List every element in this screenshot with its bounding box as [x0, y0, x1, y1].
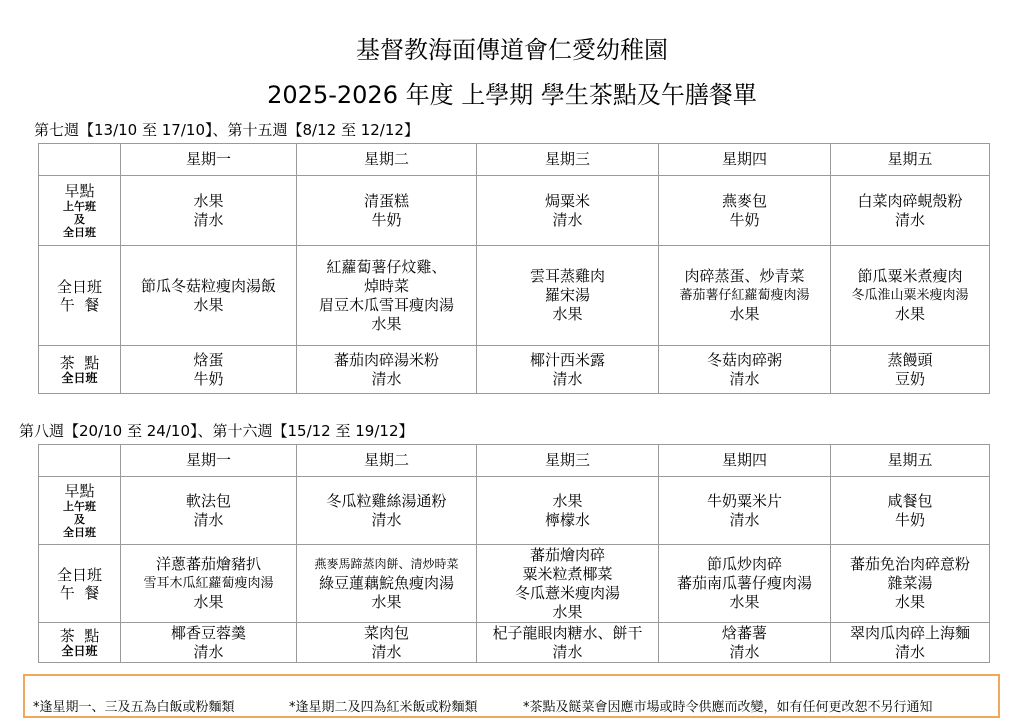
menu-item: 焯時菜 — [363, 276, 409, 295]
menu-item: 牛奶 — [371, 210, 402, 229]
menu-item: 冬瓜粒雞絲湯通粉 — [326, 491, 447, 510]
menu-item: 節瓜粟米煮瘦肉 — [857, 267, 963, 285]
snack-cell — [831, 623, 990, 663]
breakfast-cell — [121, 477, 297, 545]
menu-item: 清蛋糕 — [363, 191, 409, 210]
snack-cell — [831, 346, 990, 394]
menu-item: 椰香豆蓉羹 — [170, 623, 246, 642]
breakfast-cell — [831, 176, 990, 246]
menu-item: 紅蘿蔔薯仔炆雞、 — [326, 257, 447, 276]
menu-item: 節瓜冬菇粒瘦肉湯飯 — [140, 276, 276, 295]
menu-item: 菜肉包 — [363, 623, 409, 642]
note-red-rice: *逢星期二及四為紅米飯或粉麵類 — [289, 700, 478, 715]
menu-item: 蒸饅頭 — [887, 350, 933, 369]
menu-item: 節瓜炒肉碎 — [706, 555, 782, 573]
menu-item: 清水 — [371, 642, 402, 661]
day-header: 星期五 — [831, 445, 990, 477]
menu-item: 清水 — [193, 642, 224, 661]
day-header: 星期二 — [297, 144, 477, 176]
menu-item: 水果 — [552, 602, 583, 621]
menu-item: 焓蛋 — [193, 350, 224, 369]
snack-label-text: 茶 點 — [59, 354, 100, 372]
snack-cell — [297, 346, 477, 394]
menu-item: 雲耳蒸雞肉 — [529, 267, 605, 285]
day-header: 星期四 — [659, 144, 831, 176]
lunch-cell — [831, 246, 990, 346]
menu-item: 冬瓜薏米瘦肉湯 — [514, 583, 620, 602]
menu-item: 雪耳木瓜紅蘿蔔瘦肉湯 — [143, 576, 274, 591]
notes-box — [23, 674, 1000, 718]
snack-label-text: 茶 點 — [59, 627, 100, 645]
menu-item: 清水 — [193, 210, 224, 229]
menu-item: 羅宋湯 — [544, 286, 590, 304]
menu-item: 蕃茄薯仔紅蘿蔔瘦肉湯 — [679, 288, 810, 303]
menu-item: 清水 — [193, 510, 224, 529]
breakfast-cell — [121, 176, 297, 246]
week-b-heading: 第八週【20/10 至 24/10】、第十六週【15/12 至 19/12】 — [19, 422, 414, 440]
menu-item: 雜菜湯 — [887, 574, 933, 592]
lunch-label-line1: 全日班 — [56, 277, 102, 296]
snack-cell — [121, 346, 297, 394]
menu-item: 翠肉瓜肉碎上海麵 — [849, 623, 970, 642]
day-header: 星期二 — [297, 445, 477, 477]
menu-item: 燕麥馬蹄蒸肉餅、清炒時菜 — [314, 557, 459, 571]
breakfast-label-and: 及 — [74, 513, 85, 526]
menu-item: 水果 — [894, 593, 925, 611]
menu-item: 水果 — [552, 491, 583, 510]
breakfast-label-am: 上午班 — [63, 200, 96, 213]
menu-item: 蕃茄南瓜薯仔瘦肉湯 — [676, 574, 812, 592]
menu-item: 清水 — [894, 210, 925, 229]
menu-item: 清水 — [552, 642, 583, 661]
menu-item: 水果 — [193, 295, 224, 314]
menu-item: 燕麥包 — [721, 191, 767, 210]
lunch-label-line2: 午 餐 — [59, 583, 100, 602]
menu-item: 椰汁西米露 — [529, 350, 605, 369]
lunch-label — [39, 545, 121, 623]
snack-cell — [297, 623, 477, 663]
lunch-cell — [477, 545, 659, 623]
menu-item: 水果 — [729, 305, 760, 323]
menu-item: 清水 — [371, 369, 402, 388]
lunch-cell — [121, 545, 297, 623]
menu-item: 清水 — [729, 369, 760, 388]
menu-item: 豆奶 — [894, 369, 925, 388]
lunch-label-line1: 全日班 — [56, 565, 102, 584]
snack-cell — [659, 346, 831, 394]
menu-item: 檸檬水 — [544, 510, 590, 529]
menu-item: 焗粟米 — [544, 191, 590, 210]
snack-cell — [477, 623, 659, 663]
menu-item: 牛奶 — [729, 210, 760, 229]
menu-item: 軟法包 — [185, 491, 231, 510]
day-header: 星期五 — [831, 144, 990, 176]
snack-label — [39, 346, 121, 394]
menu-item: 清水 — [894, 642, 925, 661]
breakfast-label-and: 及 — [74, 213, 85, 226]
breakfast-label — [39, 176, 121, 246]
day-header: 星期三 — [477, 144, 659, 176]
corner-cell — [39, 144, 121, 176]
day-header: 星期三 — [477, 445, 659, 477]
breakfast-cell — [659, 176, 831, 246]
menu-item: 水果 — [193, 191, 224, 210]
day-header: 星期四 — [659, 445, 831, 477]
menu-item: 牛奶粟米片 — [706, 491, 782, 510]
menu-item: 水果 — [371, 314, 402, 333]
menu-item: 蕃茄燴肉碎 — [529, 545, 605, 564]
menu-item: 洋蔥蕃茄燴豬扒 — [155, 555, 261, 573]
lunch-cell — [831, 545, 990, 623]
note-disclaimer: *茶點及餸菜會因應市場或時令供應而改變，如有任何更改恕不另行通知 — [523, 700, 933, 715]
menu-item: 牛奶 — [894, 510, 925, 529]
breakfast-cell — [659, 477, 831, 545]
week-a-menu-table — [38, 143, 990, 394]
menu-item: 清水 — [729, 642, 760, 661]
menu-item: 牛奶 — [193, 369, 224, 388]
lunch-cell — [297, 545, 477, 623]
breakfast-cell — [831, 477, 990, 545]
menu-item: 清水 — [552, 210, 583, 229]
menu-title: 2025-2026 年度 上學期 學生茶點及午膳餐單 — [267, 81, 757, 109]
lunch-cell — [659, 246, 831, 346]
breakfast-label — [39, 477, 121, 545]
menu-item: 白菜肉碎蜆殼粉 — [857, 191, 963, 210]
day-header: 星期一 — [121, 144, 297, 176]
week-b-menu-table — [38, 444, 990, 663]
menu-item: 杞子龍眼肉糖水、餅干 — [492, 623, 643, 642]
breakfast-label-full: 全日班 — [63, 526, 96, 539]
corner-cell — [39, 445, 121, 477]
breakfast-label-am: 上午班 — [63, 500, 96, 513]
breakfast-label-text: 早點 — [64, 482, 95, 500]
lunch-cell — [121, 246, 297, 346]
menu-item: 肉碎蒸蛋、炒青菜 — [684, 267, 805, 285]
snack-label-full: 全日班 — [61, 644, 98, 658]
menu-item: 蕃茄肉碎湯米粉 — [333, 350, 439, 369]
breakfast-cell — [477, 176, 659, 246]
day-header: 星期一 — [121, 445, 297, 477]
snack-label-full: 全日班 — [61, 371, 98, 385]
snack-label — [39, 623, 121, 663]
menu-item: 冬菇肉碎粥 — [706, 350, 782, 369]
menu-item: 清水 — [371, 510, 402, 529]
menu-item: 咸餐包 — [887, 491, 933, 510]
lunch-cell — [659, 545, 831, 623]
week-a-heading: 第七週【13/10 至 17/10】、第十五週【8/12 至 12/12】 — [34, 121, 419, 139]
snack-cell — [659, 623, 831, 663]
menu-item: 水果 — [894, 305, 925, 323]
menu-item: 清水 — [552, 369, 583, 388]
menu-item: 冬瓜淮山粟米瘦肉湯 — [851, 288, 969, 303]
menu-item: 粟米粒煮椰菜 — [522, 564, 613, 583]
lunch-label-line2: 午 餐 — [59, 295, 100, 314]
menu-item: 水果 — [552, 305, 583, 323]
breakfast-cell — [477, 477, 659, 545]
menu-item: 焓蕃薯 — [721, 623, 767, 642]
lunch-cell — [297, 246, 477, 346]
menu-item: 清水 — [729, 510, 760, 529]
snack-cell — [121, 623, 297, 663]
menu-item: 水果 — [729, 593, 760, 611]
snack-cell — [477, 346, 659, 394]
menu-item: 蕃茄免治肉碎意粉 — [849, 555, 970, 573]
breakfast-label-full: 全日班 — [63, 226, 96, 239]
menu-item: 綠豆蓮藕鯇魚瘦肉湯 — [318, 574, 454, 592]
menu-item: 眉豆木瓜雪耳瘦肉湯 — [318, 295, 454, 314]
school-title: 基督教海面傳道會仁愛幼稚園 — [356, 36, 668, 64]
lunch-cell — [477, 246, 659, 346]
breakfast-label-text: 早點 — [64, 182, 95, 200]
breakfast-cell — [297, 176, 477, 246]
menu-item: 水果 — [371, 593, 402, 611]
lunch-label — [39, 246, 121, 346]
menu-item: 水果 — [193, 593, 224, 611]
breakfast-cell — [297, 477, 477, 545]
note-white-rice: *逢星期一、三及五為白飯或粉麵類 — [33, 700, 235, 715]
